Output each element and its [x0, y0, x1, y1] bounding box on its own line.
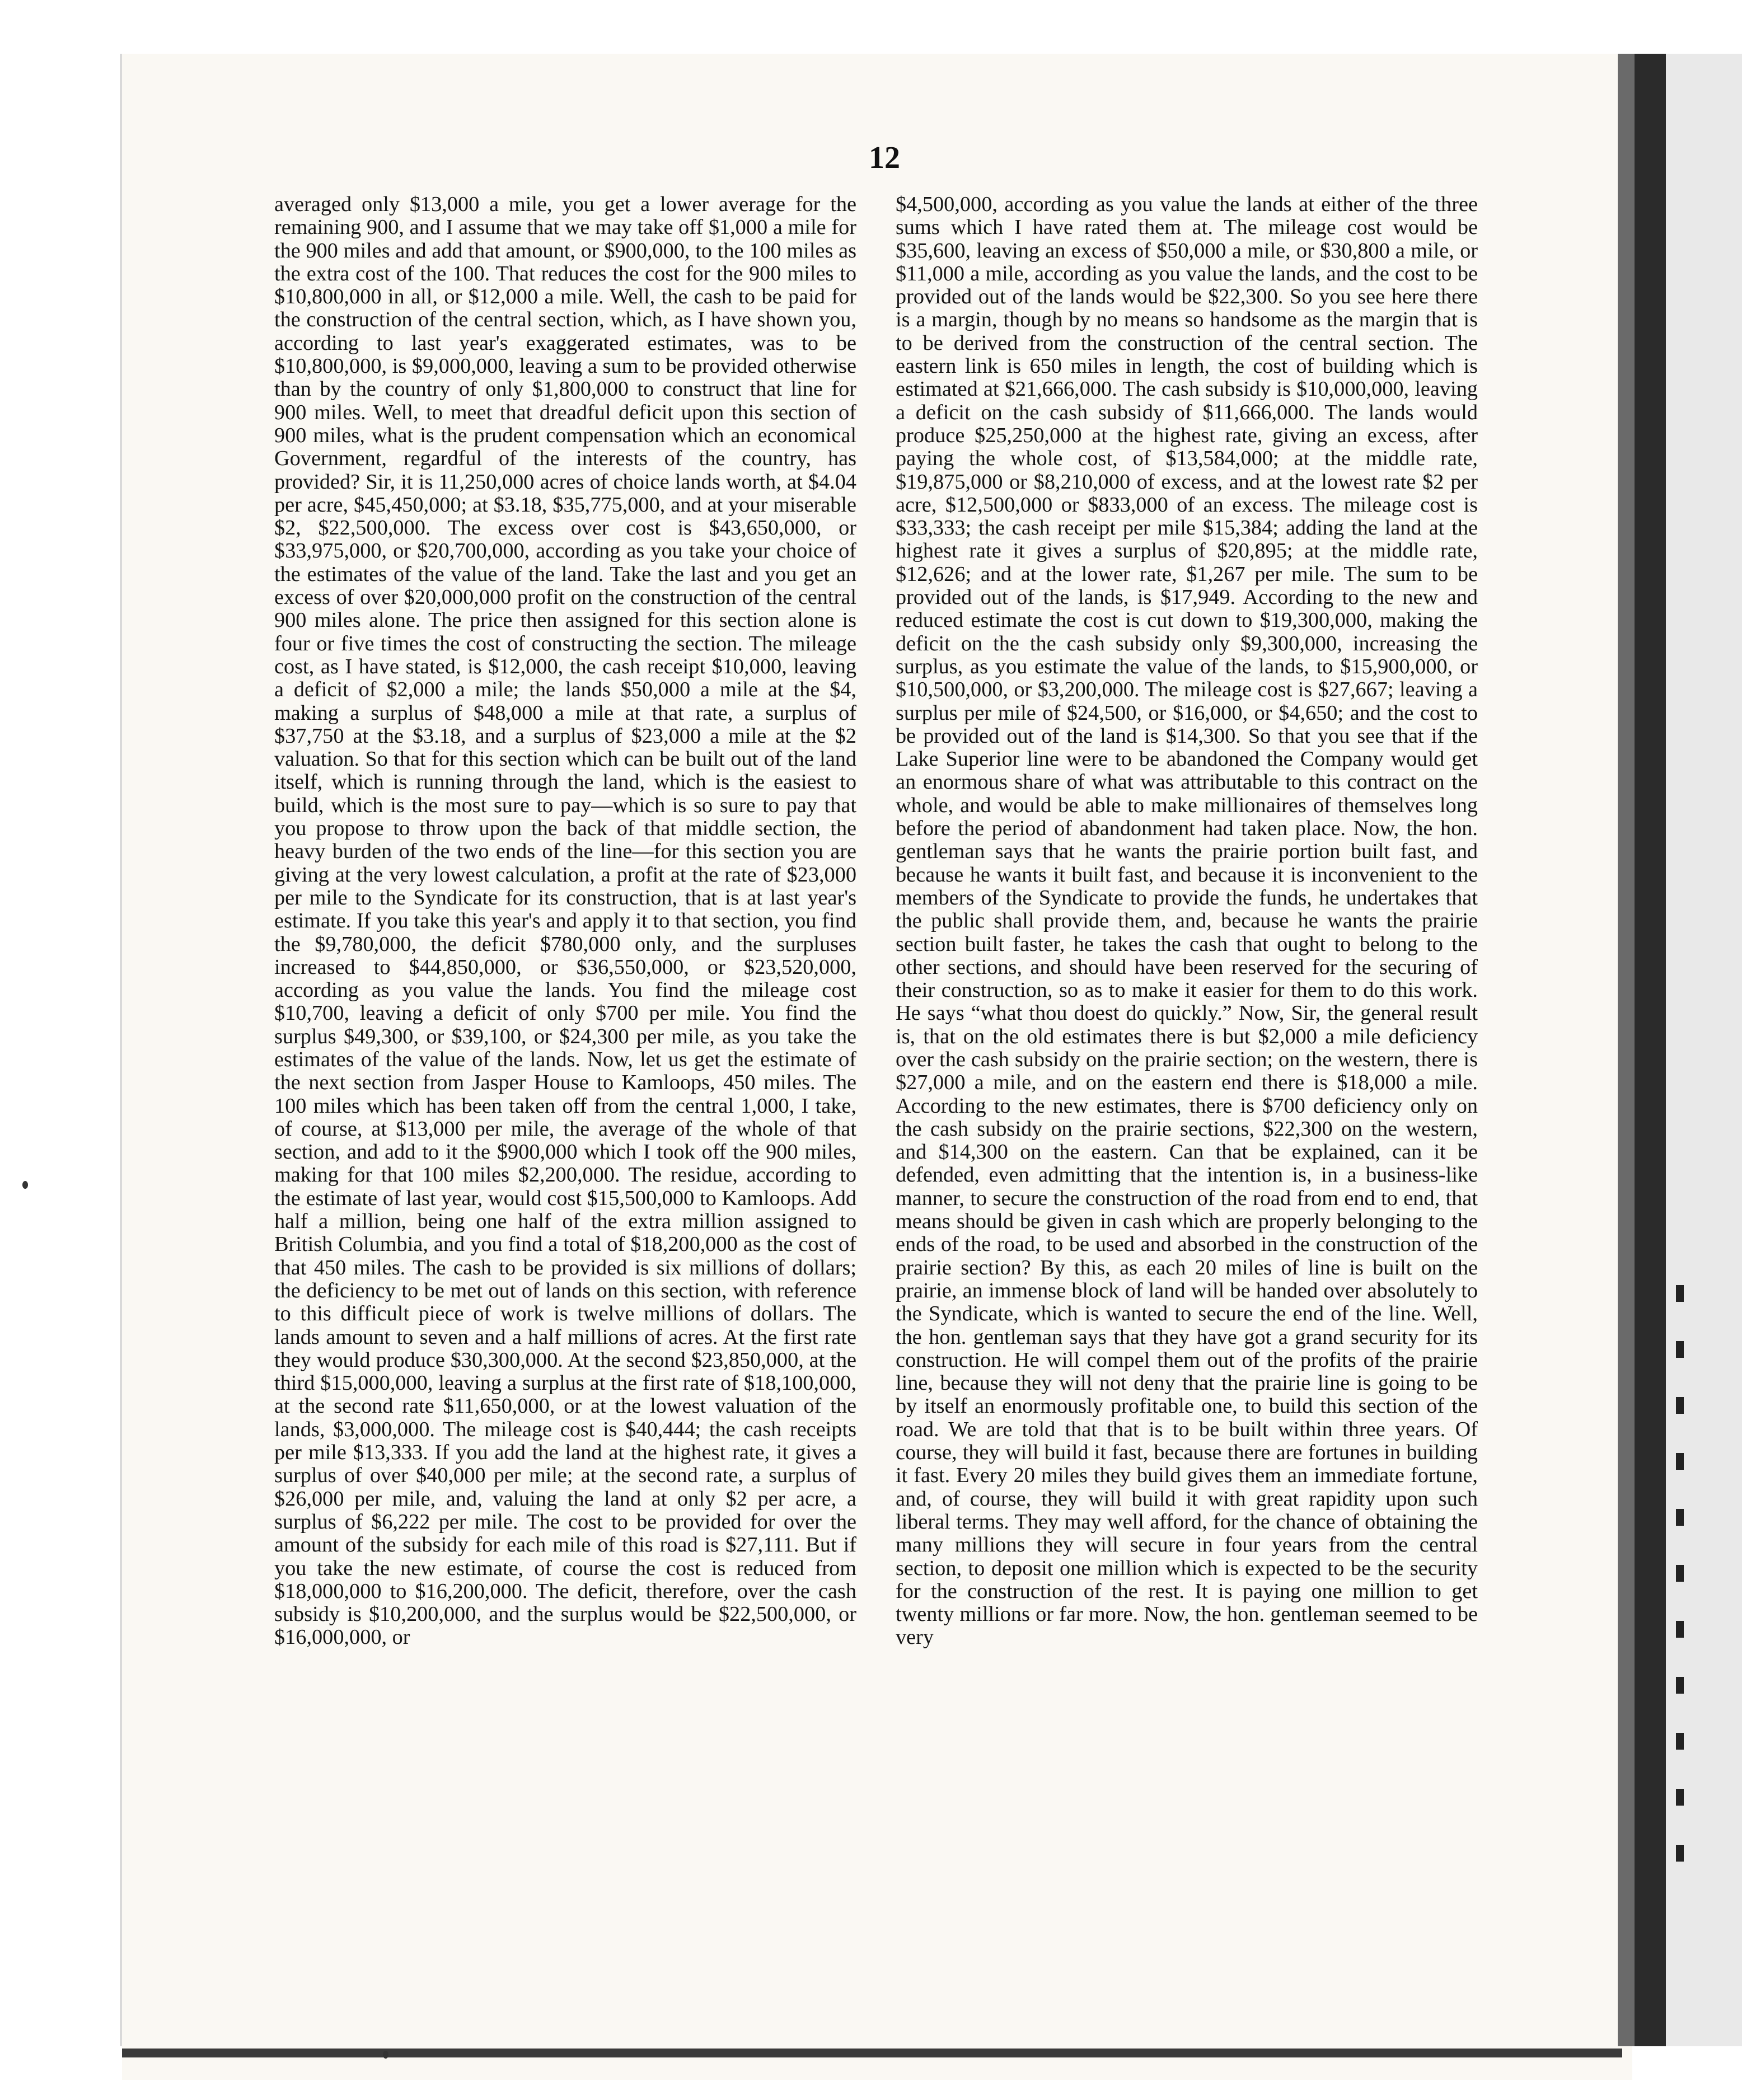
text-fragment-mark	[1676, 1341, 1684, 1358]
page-number: 12	[869, 140, 900, 175]
text-fragment-mark	[1676, 1677, 1684, 1694]
text-column-right: $4,500,000, according as you value the lands at either of the three sums which I have rated them at. The mileage cost would be $35,600, leaving an excess of $50,000 a mile, or $30,800 a mile, or $11,000 a mile, according as you value the lands, and the cost to be provided out of the lands would be $22,300. So you see here there is a margin, though by no means so handsome as the margin that is to be derived from the construction of the central section. The eastern link is 650 miles in length, the cost of building which is estimated at $21,666,000. The cash subsidy is $10,000,000, leaving a deficit on the cash subsidy of $11,666,000. The lands would produce $25,250,000 at the highest rate, giving an excess, after paying the whole cost, of $13,584,000; at the middle rate, $19,875,000 or $8,210,000 of excess, and at the lowest rate $2 per acre, $12,500,000 or $833,000 of an excess. The mileage cost is $33,333; the cash receipt per mile $15,384; adding the land at the highest rate it gives a surplus of $20,895; at the middle rate, $12,626; and at the lower rate, $1,267 per mile. The sum to be provided out of the lands, is $17,949. According to the new and reduced estimate the cost is cut down to $19,300,000, making the deficit on the the cash subsidy only $9,300,000, increasing the surplus, as you estimate the value of the lands, to $15,900,000, or $10,500,000, or $3,200,000. The mileage cost is $27,667; leaving a surplus per mile of $24,500, or $16,000, or $4,650; and the cost to be provided out of the land is $14,300. So that you see that if the Lake Superior line were to be abandoned the Company would get an enormous share of what was attributable to this contract on the whole, and would be able to make millionaires of themselves long before the period of abandonment had taken place. Now, the hon. gentleman says that he wants the prairie portion built fast, and because he wants it built fast, and because it is inconvenient to the members of the Syndicate to provide the funds, he undertakes that the public shall provide them, and, because he wants the prairie section built faster, he takes the cash that ought to belong to the other sections, and should have been reserved for the securing of their construction, so as to make it easier for them to do this work. He says “what thou doest do quickly.” Now, Sir, the general result is, that on the old estimates there is but $2,000 a mile deficiency over the cash subsidy on the prairie section; on the western, there is $27,000 a mile, and on the eastern end there is $18,000 a mile. According to the new estimates, there is $700 deficiency only on the cash subsidy on the prairie sections, $22,300 on the western, and $14,300 on the eastern. Can that be explained, can it be defended, even admitting that the intention is, in a business-like manner, to secure the construction of the road from end to end, that means should be given in cash which are properly belonging to the ends of the road, to be used and absorbed in the construction of the prairie section? By this, as each 20 miles of line is built on the prairie, an immense block of land will be handed over absolutely to the Syndicate, which is wanted to secure the end of the line. Well, the hon. gentleman says that they have got a grand security for its construction. He will compel them out of the profits of the prairie line, because they will not deny that the prairie line is going to be by itself an enormously profitable one, to build this section of the road. We are told that that is to be built within three years. Of course, they will build it fast, because there are fortunes in building it fast. Every 20 miles they build gives them an immediate fortune, and, of course, they will build it with great rapidity upon such liberal terms. They may well afford, for the chance of obtaining the many millions they will secure in four years from the central section, to deposit one million which is expected to be the security for the construction of the rest. It is paying one million to get twenty millions or far more. Now, the hon. gentleman seemed to be very	[896, 193, 1478, 1649]
text-fragment-mark	[1676, 1453, 1684, 1470]
adjacent-page-strip	[1618, 54, 1742, 2046]
text-fragment-mark	[1676, 1845, 1684, 1862]
text-fragment-mark	[1676, 1285, 1684, 1302]
page-bottom-shadow	[122, 2049, 1622, 2057]
text-fragment-mark	[1676, 1621, 1684, 1638]
text-column-left: averaged only $13,000 a mile, you get a lower average for the remaining 900, and I assume that we may take off $1,000 a mile for the 900 miles and add that amount, or $900,000, to the 100 miles as the extra cost of the 100. That reduces the cost for the 900 miles to $10,800,000 in all, or $12,000 a mile. Well, the cash to be paid for the construction of the central section, which, as I have shown you, according to last year's exaggerated estimates, was to be $10,800,000, is $9,000,000, leaving a sum to be provided otherwise than by the country of only $1,800,000 to construct that line for 900 miles. Well, to meet that dreadful deficit upon this section of 900 miles, what is the prudent compensation which an economical Government, regardful of the interests of the country, has provided? Sir, it is 11,250,000 acres of choice lands worth, at $4.04 per acre, $45,450,000; at $3.18, $35,775,000, and at your miserable $2, $22,500,000. The excess over cost is $43,650,000, or $33,975,000, or $20,700,000, according as you take your choice of the estimates of the value of the land. Take the last and you get an excess of over $20,000,000 profit on the construction of the central 900 miles alone. The price then assigned for this section alone is four or five times the cost of constructing the section. The mileage cost, as I have stated, is $12,000, the cash receipt $10,000, leaving a deficit of $2,000 a mile; the lands $50,000 a mile at the $4, making a surplus of $48,000 a mile at that rate, a surplus of $37,750 at the $3.18, and a surplus of $23,000 a mile at the $2 valuation. So that for this section which can be built out of the land itself, which is running through the land, which is the easiest to build, which is the most sure to pay—which is so sure to pay that you propose to throw upon the back of that middle section, the heavy burden of the two ends of the line—for this section you are giving at the very lowest calculation, a profit at the rate of $23,000 per mile to the Syndicate for its construction, that is at last year's estimate. If you take this year's and apply it to that section, you find the $9,780,000, the deficit $780,000 only, and the surpluses increased to $44,850,000, or $36,550,000, or $23,520,000, according as you value the lands. You find the mileage cost $10,700, leaving a deficit of only $700 per mile. You find the surplus $49,300, or $39,100, or $24,300 per mile, as you take the estimates of the value of the lands. Now, let us get the estimate of the next section from Jasper House to Kamloops, 450 miles. The 100 miles which has been taken off from the central 1,000, I take, of course, at $13,000 per mile, the average of the whole of that section, and add to it the $900,000 which I took off the 900 miles, making for that 100 miles $2,200,000. The residue, according to the estimate of last year, would cost $15,500,000 to Kamloops. Add half a million, being one half of the extra million assigned to British Columbia, and you find a total of $18,200,000 as the cost of that 450 miles. The cash to be provided is six millions of dollars; the deficiency to be met out of lands on this section, with reference to this difficult piece of work is twelve millions of dollars. The lands amount to seven and a half millions of acres. At the first rate they would produce $30,300,000. At the second $23,850,000, at the third $15,000,000, leaving a surplus at the first rate of $18,100,000, at the second rate $11,650,000, or at the lowest valuation of the lands, $3,000,000. The mileage cost is $40,444; the cash receipts per mile $13,333. If you add the land at the highest rate, it gives a surplus of over $40,000 per mile; at the second rate, a surplus of $26,000 per mile, and, valuing the land at only $2 per acre, a surplus of $6,222 per mile. The cost to be provided for over the amount of the subsidy for each mile of this road is $27,111. But if you take the new estimate, of course the cost is reduced from $18,000,000 to $16,200,000. The deficit, therefore, over the cash subsidy is $10,200,000, and the surplus would be $22,500,000, or $16,000,000, or	[274, 193, 856, 1649]
scan-speck	[22, 1181, 28, 1189]
scan-speck	[383, 2051, 388, 2059]
text-fragment-mark	[1676, 1565, 1684, 1582]
page-gutter-shadow	[1618, 54, 1635, 2046]
text-fragment-mark	[1676, 1789, 1684, 1806]
text-fragment-mark	[1676, 1509, 1684, 1526]
text-fragment-mark	[1676, 1397, 1684, 1414]
text-fragment-mark	[1676, 1733, 1684, 1750]
